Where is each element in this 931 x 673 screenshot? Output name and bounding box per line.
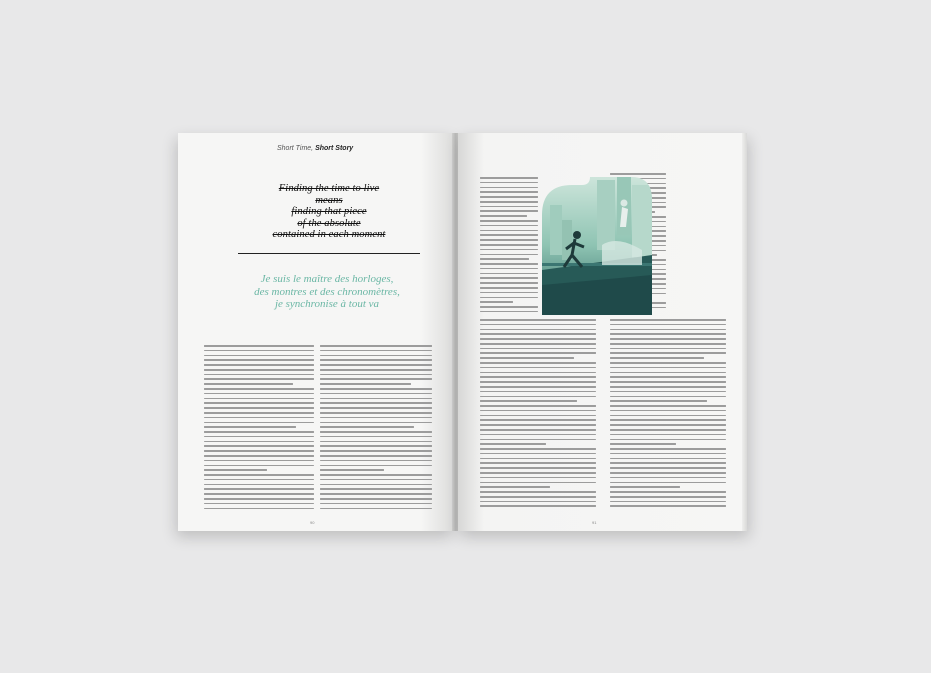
text-line: [480, 434, 596, 436]
text-line: [480, 201, 538, 203]
body-text-column: [204, 345, 314, 513]
headline-line: means: [315, 194, 343, 206]
subhead-line: Je suis le maître des horloges,: [260, 273, 394, 285]
text-line: [320, 484, 432, 486]
text-line: [204, 445, 314, 447]
text-line: [320, 450, 432, 452]
text-line: [480, 491, 596, 493]
text-line: [320, 364, 432, 366]
text-line: [204, 484, 314, 486]
text-line: [204, 422, 314, 424]
running-woman-illustration: [542, 175, 652, 315]
text-line: [204, 474, 314, 476]
text-line: [320, 345, 432, 347]
text-line: [320, 355, 432, 357]
body-text-column: [480, 177, 538, 317]
text-line: [320, 417, 432, 419]
headline-line: finding that piece: [291, 206, 367, 217]
text-line: [610, 372, 726, 374]
text-line: [204, 417, 314, 419]
text-line: [480, 410, 596, 412]
text-line: [480, 338, 596, 340]
text-line: [610, 410, 726, 412]
text-line: [610, 467, 726, 469]
text-line: [204, 503, 314, 505]
text-line: [320, 393, 432, 395]
text-line: [610, 472, 726, 474]
text-line: [610, 491, 726, 493]
text-line: [320, 503, 432, 505]
text-line: [204, 393, 314, 395]
text-line: [480, 206, 538, 208]
text-line: [610, 386, 726, 388]
text-line: [610, 338, 726, 340]
text-line: [480, 277, 538, 279]
text-line: [610, 448, 726, 450]
headline-line: Finding the time to live: [278, 183, 380, 194]
text-line: [480, 297, 538, 299]
text-line: [610, 376, 726, 378]
text-line: [610, 333, 726, 335]
page-number: 91: [592, 520, 597, 525]
text-line: [480, 210, 538, 212]
text-line: [480, 215, 527, 217]
text-line: [320, 465, 432, 467]
text-line: [320, 407, 432, 409]
text-line: [320, 455, 432, 457]
text-line: [480, 329, 596, 331]
text-line: [480, 306, 538, 308]
text-line: [204, 450, 314, 452]
text-line: [204, 350, 314, 352]
text-line: [480, 357, 574, 359]
body-text-column: [610, 319, 726, 515]
text-line: [480, 424, 596, 426]
text-line: [480, 301, 513, 303]
text-line: [610, 477, 726, 479]
text-line: [480, 448, 596, 450]
text-line: [610, 362, 726, 364]
headline: [234, 183, 424, 241]
subhead-line: je synchronise à tout va: [274, 298, 380, 310]
text-line: [610, 486, 680, 488]
text-line: [204, 465, 314, 467]
text-line: [610, 443, 676, 445]
text-line: [610, 429, 726, 431]
text-line: [610, 319, 726, 321]
text-line: [480, 343, 596, 345]
text-line: [320, 508, 432, 510]
text-line: [204, 378, 314, 380]
text-line: [204, 407, 314, 409]
text-line: [204, 383, 293, 385]
text-line: [480, 273, 538, 275]
text-line: [480, 367, 596, 369]
text-line: [480, 486, 550, 488]
text-line: [480, 225, 538, 227]
text-line: [610, 343, 726, 345]
text-line: [480, 220, 538, 222]
section-label-bold: Short Story: [315, 145, 354, 152]
text-line: [480, 196, 538, 198]
text-line: [480, 496, 596, 498]
headline-line: of the absolute: [297, 217, 361, 229]
text-line: [204, 364, 314, 366]
text-line: [480, 419, 596, 421]
text-line: [480, 287, 538, 289]
text-line: [610, 458, 726, 460]
text-line: [480, 453, 596, 455]
text-line: [480, 348, 596, 350]
section-label-regular: Short Time,: [277, 145, 314, 152]
text-line: [480, 244, 538, 246]
text-line: [610, 419, 726, 421]
text-line: [320, 498, 432, 500]
text-line: [480, 501, 596, 503]
text-line: [610, 434, 726, 436]
text-line: [610, 381, 726, 383]
text-line: [204, 493, 314, 495]
text-line: [204, 402, 314, 404]
text-line: [610, 424, 726, 426]
text-line: [610, 396, 726, 398]
subhead: [222, 273, 432, 311]
text-line: [480, 477, 596, 479]
text-line: [320, 388, 432, 390]
illustration-image: [542, 175, 652, 315]
text-line: [320, 431, 432, 433]
left-page: [178, 133, 454, 531]
text-line: [480, 482, 596, 484]
text-line: [204, 426, 296, 428]
text-line: [480, 505, 596, 507]
text-line: [204, 355, 314, 357]
text-line: [320, 383, 411, 385]
text-line: [204, 479, 314, 481]
text-line: [480, 230, 538, 232]
text-line: [480, 386, 596, 388]
headline-rule: [238, 253, 420, 254]
text-line: [204, 374, 314, 376]
text-line: [204, 412, 314, 414]
text-line: [480, 381, 596, 383]
text-line: [480, 362, 596, 364]
text-line: [204, 398, 314, 400]
text-line: [320, 350, 432, 352]
text-line: [320, 426, 414, 428]
text-line: [610, 462, 726, 464]
text-line: [204, 388, 314, 390]
text-line: [480, 324, 596, 326]
text-line: [480, 187, 538, 189]
body-text-column: [480, 319, 596, 515]
text-line: [320, 398, 432, 400]
text-line: [480, 292, 538, 294]
text-line: [480, 268, 538, 270]
text-line: [480, 258, 529, 260]
text-line: [610, 439, 726, 441]
text-line: [610, 501, 726, 503]
text-line: [320, 359, 432, 361]
text-line: [480, 319, 596, 321]
text-line: [480, 352, 596, 354]
text-line: [610, 496, 726, 498]
text-line: [480, 282, 538, 284]
text-line: [320, 474, 432, 476]
text-line: [204, 498, 314, 500]
text-line: [204, 469, 267, 471]
subhead-line: des montres et des chronomètres,: [254, 285, 400, 298]
text-line: [204, 488, 314, 490]
text-line: [204, 455, 314, 457]
text-line: [610, 453, 726, 455]
text-line: [610, 415, 726, 417]
text-line: [480, 239, 538, 241]
text-line: [610, 400, 707, 402]
text-line: [480, 458, 596, 460]
text-line: [204, 345, 314, 347]
text-line: [480, 429, 596, 431]
text-line: [480, 263, 538, 265]
text-line: [204, 441, 314, 443]
text-line: [480, 376, 596, 378]
text-line: [480, 333, 596, 335]
text-line: [480, 391, 596, 393]
text-line: [480, 405, 596, 407]
text-line: [320, 436, 432, 438]
text-line: [610, 391, 726, 393]
text-line: [320, 369, 432, 371]
text-line: [610, 352, 726, 354]
text-line: [320, 378, 432, 380]
text-line: [320, 441, 432, 443]
text-line: [480, 472, 596, 474]
text-line: [320, 445, 432, 447]
text-line: [480, 191, 538, 193]
text-line: [480, 234, 538, 236]
text-line: [480, 396, 596, 398]
text-line: [610, 505, 726, 507]
section-label: [277, 145, 447, 152]
text-line: [320, 488, 432, 490]
right-page: [458, 133, 747, 531]
text-line: [610, 329, 726, 331]
text-line: [480, 443, 546, 445]
text-line: [320, 402, 432, 404]
text-line: [480, 249, 538, 251]
text-line: [204, 369, 314, 371]
headline-line: contained in each moment: [272, 229, 386, 240]
text-line: [610, 348, 726, 350]
text-line: [320, 412, 432, 414]
body-text-column: [320, 345, 432, 513]
text-line: [204, 460, 314, 462]
text-line: [480, 462, 596, 464]
text-line: [610, 367, 726, 369]
text-line: [480, 254, 538, 256]
text-line: [480, 439, 596, 441]
text-line: [480, 467, 596, 469]
text-line: [204, 508, 314, 510]
text-line: [320, 374, 432, 376]
text-line: [480, 372, 596, 374]
text-line: [610, 405, 726, 407]
text-line: [204, 436, 314, 438]
text-line: [610, 324, 726, 326]
text-line: [610, 357, 704, 359]
text-line: [204, 359, 314, 361]
text-line: [204, 431, 314, 433]
text-line: [480, 400, 577, 402]
text-line: [320, 469, 384, 471]
text-line: [610, 482, 726, 484]
text-line: [480, 177, 538, 179]
text-line: [480, 415, 596, 417]
text-line: [320, 493, 432, 495]
page-number: 90: [310, 520, 315, 525]
text-line: [480, 311, 538, 313]
text-line: [320, 460, 432, 462]
text-line: [320, 479, 432, 481]
text-line: [320, 422, 432, 424]
text-line: [480, 182, 538, 184]
